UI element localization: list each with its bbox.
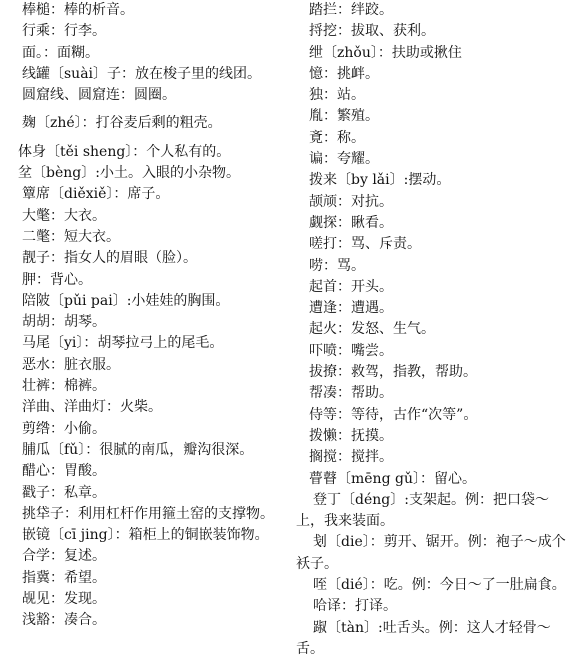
- right-column-entry: 刬〔die〕：剪开、锯开。例：袍子～成个袄子。: [296, 534, 566, 572]
- left-column-entry: 觇见：发现。: [22, 591, 106, 608]
- right-column-entry: 咥〔dié〕：吃。例：今日～了一肚扁食。: [313, 577, 566, 594]
- left-column-entry: 洋曲、洋曲灯：火柴。: [22, 399, 162, 416]
- right-column-entry: 瞢瞽〔mēng gǔ〕：留心。: [309, 470, 476, 487]
- right-column-entry: 遭逢：遭遇。: [309, 300, 393, 317]
- right-column-entry: 独：站。: [309, 87, 365, 104]
- left-column-entry: 戳子：私章。: [22, 484, 106, 501]
- left-column-entry: 靓子：指女人的眉眼（脸）。: [22, 250, 197, 267]
- right-column-entry: 起首：开头。: [309, 278, 393, 295]
- right-column-entry: 憶：挑衅。: [309, 65, 379, 82]
- right-column-entry: 拨来〔by lǎi〕:摆动。: [309, 172, 451, 189]
- right-column-entry: 嗟打：骂、斥责。: [309, 236, 421, 253]
- right-column-entry: 绁〔zhǒu〕：扶助或揪住: [309, 44, 462, 61]
- left-column-entry: 脯瓜〔fǔ〕：很腻的南瓜，瓣沟很深。: [22, 441, 254, 458]
- left-column-entry: 坌〔bèng〕:小土。入眼的小杂物。: [18, 165, 240, 182]
- right-column-entry: 侍等：等待，古作“次等”。: [309, 406, 478, 423]
- left-column-entry: 棒槌：棒的析音。: [22, 2, 134, 18]
- left-column-entry: 簟席〔diěxiě〕：席子。: [22, 186, 170, 203]
- left-column-entry: 大氅：大衣。: [22, 207, 106, 224]
- left-column-entry: 剪绺：小偷。: [22, 420, 106, 437]
- left-column-entry: 恶水：脏衣服。: [22, 356, 120, 373]
- right-column-entry: 颉颃：对抗。: [309, 193, 393, 210]
- left-column-entry: 二氅：短大衣。: [22, 228, 120, 245]
- right-column-entry: 唠：骂。: [309, 257, 365, 274]
- left-column-entry: 体身〔těi sheng〕：个人私有的。: [18, 143, 231, 160]
- left-column-entry: 合学：复述。: [22, 548, 106, 565]
- left-column-entry: 浅豁：凑合。: [22, 612, 106, 629]
- left-column-entry: 面。：面糊。: [22, 44, 99, 61]
- right-column-entry: 斍：称。: [309, 129, 365, 146]
- right-column-entry: 帮凑：帮助。: [309, 385, 393, 402]
- right-column-entry: 踏拦：绊跤。: [309, 2, 393, 18]
- left-column: [0, 0, 292, 632]
- left-column-entry: 线罐〔suài〕子：放在梭子里的线团。: [22, 65, 262, 82]
- left-column-entry: 醋心：胃酸。: [22, 463, 106, 480]
- left-column-entry: 胡胡：胡琴。: [22, 314, 106, 331]
- right-column-entry: 吓喷：嘴尝。: [309, 342, 393, 359]
- right-column-entry: 胤：繁殖。: [309, 108, 379, 125]
- left-column-entry: 圆窟线、圆窟连：圆圈。: [22, 87, 176, 104]
- right-column-entry: 起火：发怒、生气。: [309, 321, 435, 338]
- right-column-entry: 拨懒：抚摸。: [309, 427, 393, 444]
- right-column-entry: 觑探：瞅看。: [309, 214, 393, 231]
- right-column: [296, 0, 569, 660]
- right-column-entry: 登丁〔déng〕:支架起。例：把口袋～上，我来装面。: [296, 491, 549, 530]
- left-column-entry: 指冀：希望。: [22, 569, 106, 586]
- left-column-entry: 陪陂〔pǔi pai〕:小娃娃的胸围。: [22, 292, 230, 309]
- right-column-entry: 谝：夸耀。: [309, 151, 379, 168]
- left-column-entry: 马尾〔yi〕：胡琴拉弓上的尾毛。: [22, 335, 224, 352]
- left-column-entry: 行乘：行李。: [22, 23, 106, 40]
- right-column-entry: 搁搅：搅拌。: [309, 449, 393, 466]
- right-column-entry: 踧〔tàn〕:吐舌头。例：这人才轻骨～舌。: [296, 619, 551, 657]
- right-column-entry: 捋挖：拔取、获利。: [309, 23, 435, 40]
- left-column-entry: 胛：背心。: [22, 271, 92, 288]
- left-column-entry: 麹〔zhé〕：打谷麦后剩的粗壳。: [22, 115, 222, 132]
- right-column-entry: 拔撩：救驾，指教，帮助。: [309, 364, 477, 381]
- left-column-entry: 挑牮子：利用杠杆作用箍土窑的支撑物。: [22, 505, 274, 522]
- left-column-entry: 壮裤：棉裤。: [22, 378, 106, 395]
- left-column-entry: 嵌镜〔cī jing〕：箱柜上的铜嵌装饰物。: [22, 527, 269, 544]
- right-column-entry: 哈译：打译。: [313, 598, 397, 615]
